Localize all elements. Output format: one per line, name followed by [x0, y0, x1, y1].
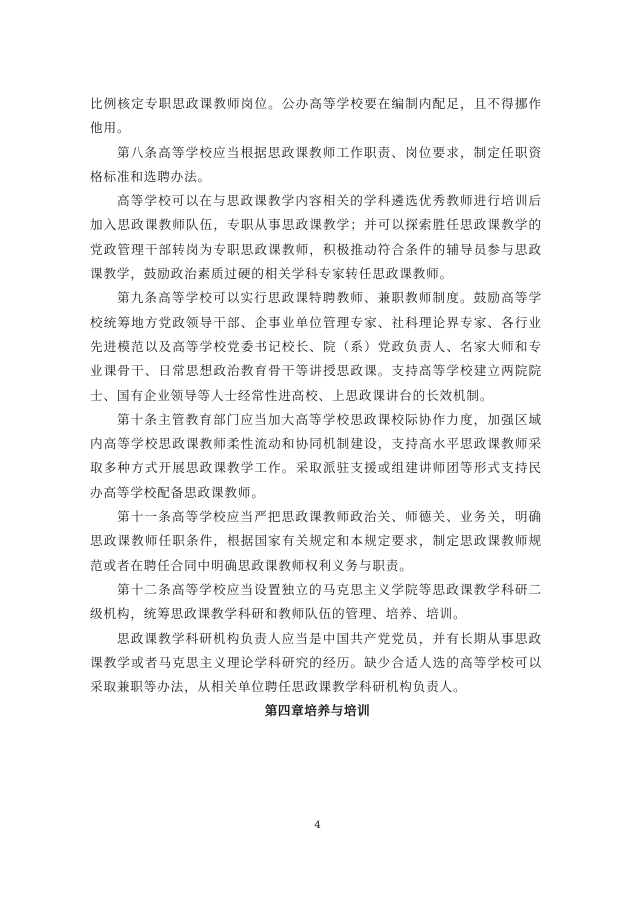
paragraph-article-12: 第十二条高等学校应当设置独立的马克思主义学院等思政课教学科研二级机构，统筹思政课教学科研和教师队伍的管理、培养、培训。 [90, 581, 542, 622]
chapter-heading: 第四章培养与培训 [264, 703, 371, 718]
paragraph-article-8: 第八条高等学校应当根据思政课教师工作职责、岗位要求，制定任职资格标准和选聘办法。 [90, 144, 542, 184]
paragraph-article-10: 第十条主管教育部门应当加大高等学校思政课校际协作力度，加强区域内高等学校思政课教师柔性流动和协同机制建设，支持高水平思政课教师采取多种方式开展思政课教学工作。采取派驻支援或组建讲师团等形式支持民办高等学校配备思政课教师。 [90, 411, 542, 500]
body-text [90, 92, 542, 699]
paragraph-3: 高等学校可以在与思政课教学内容相关的学科遴选优秀教师进行培训后加入思政课教师队伍，专职从事思政课教学；并可以探索胜任思政课教学的党政管理干部转岗为专职思政课教师，积极推动符合条件的辅导员参与思政课教学，鼓励政治素质过硬的相关学科专家转任思政课教师。 [90, 193, 542, 282]
paragraph-1: 比例核定专职思政课教师岗位。公办高等学校要在编制内配足，且不得挪作他用。 [90, 96, 542, 136]
paragraph-8: 思政课教学科研机构负责人应当是中国共产党党员，并有长期从事思政课教学或者马克思主义理论学科研究的经历。缺少合适人选的高等学校可以采取兼职等办法，从相关单位聘任思政课教学科研机构负责人。 [90, 630, 542, 695]
page-number: 4 [314, 820, 321, 831]
paragraph-article-11: 第十一条高等学校应当严把思政课教师政治关、师德关、业务关，明确思政课教师任职条件，根据国家有关规定和本规定要求，制定思政课教师规范或者在聘任合同中明确思政课教师权利义务与职责。 [90, 509, 542, 573]
paragraph-article-9: 第九条高等学校可以实行思政课特聘教师、兼职教师制度。鼓励高等学校统筹地方党政领导干部、企事业单位管理专家、社科理论界专家、各行业先进模范以及高等学校党委书记校长、院（系）党政负责人、名家大师和专业课骨干、日常思想政治教育骨干等讲授思政课。支持高等学校建立两院院士、国有企业领导等人士经常性进高校、上思政课讲台的长效机制。 [90, 290, 542, 403]
